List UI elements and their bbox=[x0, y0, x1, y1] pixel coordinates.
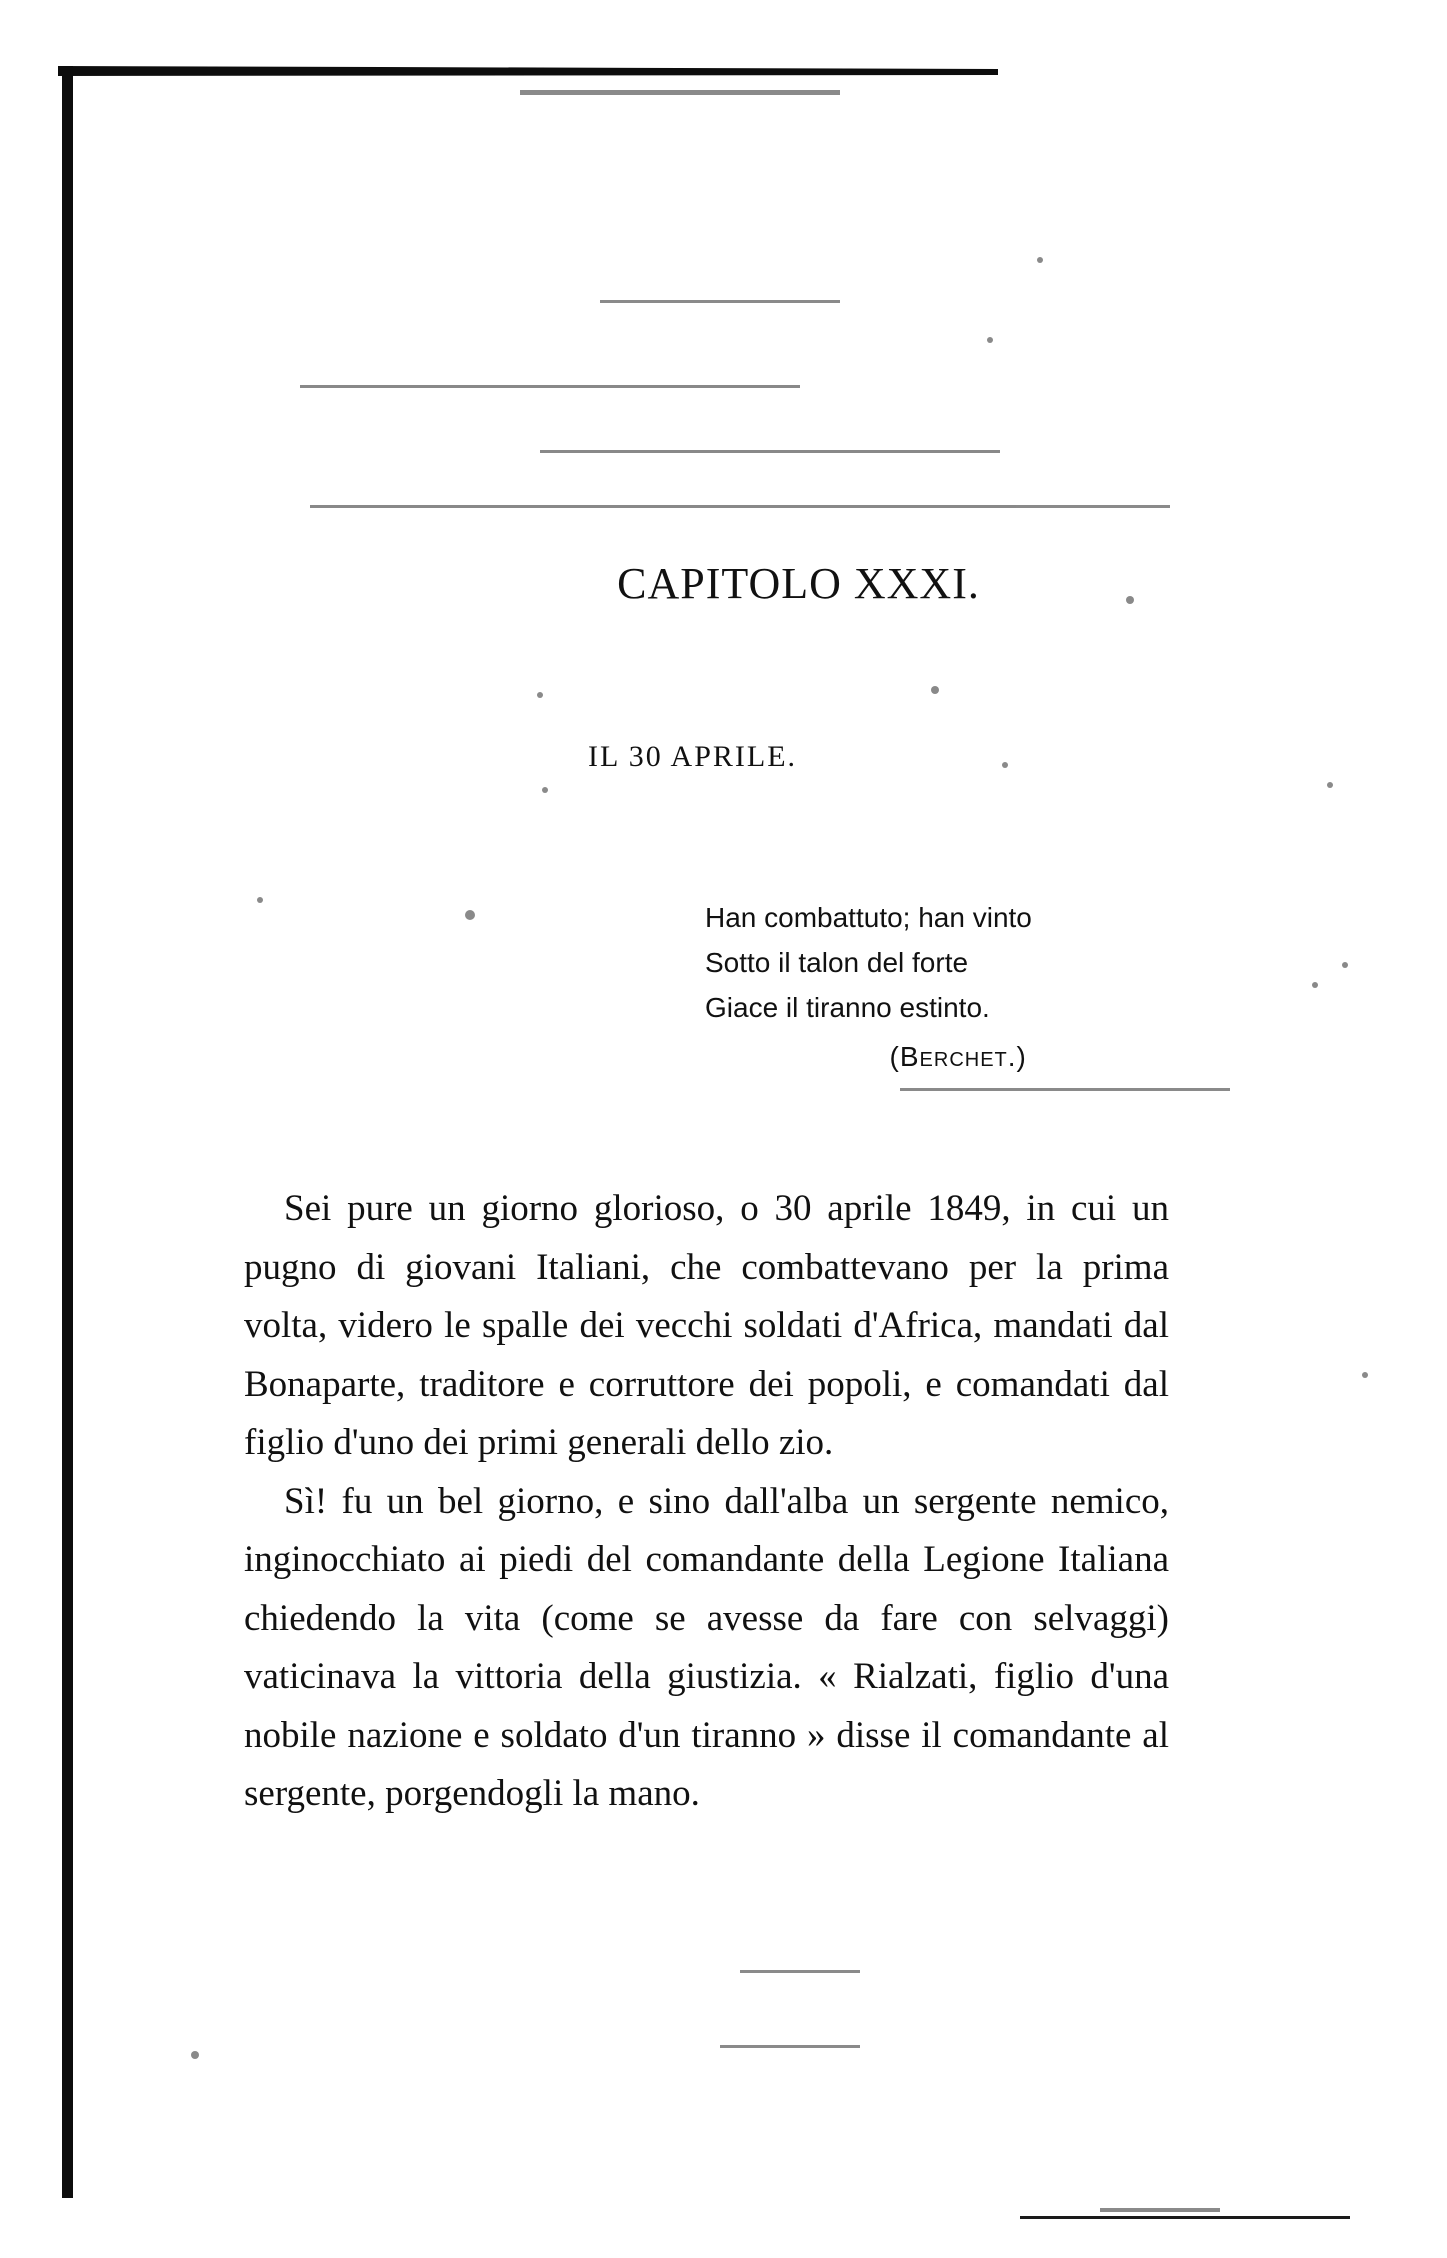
epigraph-line: Giace il tiranno estinto. bbox=[705, 992, 990, 1023]
epigraph-author: (Berchet.) bbox=[889, 1041, 1027, 1072]
page-border-bottom-mark bbox=[1020, 2216, 1350, 2219]
paragraph: Sì! fu un bel giorno, e sino dall'alba un sergente nemico, inginocchiato ai piedi del comandante della Legione Italiana chiedendo la vita (come se avesse da fare con selvaggi) vaticinava la vittoria della giustizia. « Rialzati, figlio d'una nobile nazione e soldato d'un tiranno » disse il comandante al sergente, porgendogli la mano. bbox=[244, 1480, 1169, 1814]
page-border-top bbox=[58, 66, 998, 76]
page-border-left bbox=[62, 66, 73, 2198]
epigraph-line: Sotto il talon del forte bbox=[705, 947, 969, 978]
epigraph bbox=[705, 895, 1032, 1079]
chapter-title: CAPITOLO XXXI. bbox=[617, 559, 980, 608]
epigraph-line: Han combattuto; han vinto bbox=[705, 902, 1032, 933]
body-text bbox=[244, 1180, 1169, 1824]
paragraph: Sei pure un giorno glorioso, o 30 aprile 1849, in cui un pugno di giovani Italiani, che combattevano per la prima volta, videro le spalle dei vecchi soldati d'Africa, mandati dal Bonaparte, traditore e corruttore dei popoli, e comandati dal figlio d'uno dei primi generali dello zio. bbox=[244, 1188, 1169, 1463]
chapter-subtitle: IL 30 APRILE. bbox=[588, 740, 798, 773]
